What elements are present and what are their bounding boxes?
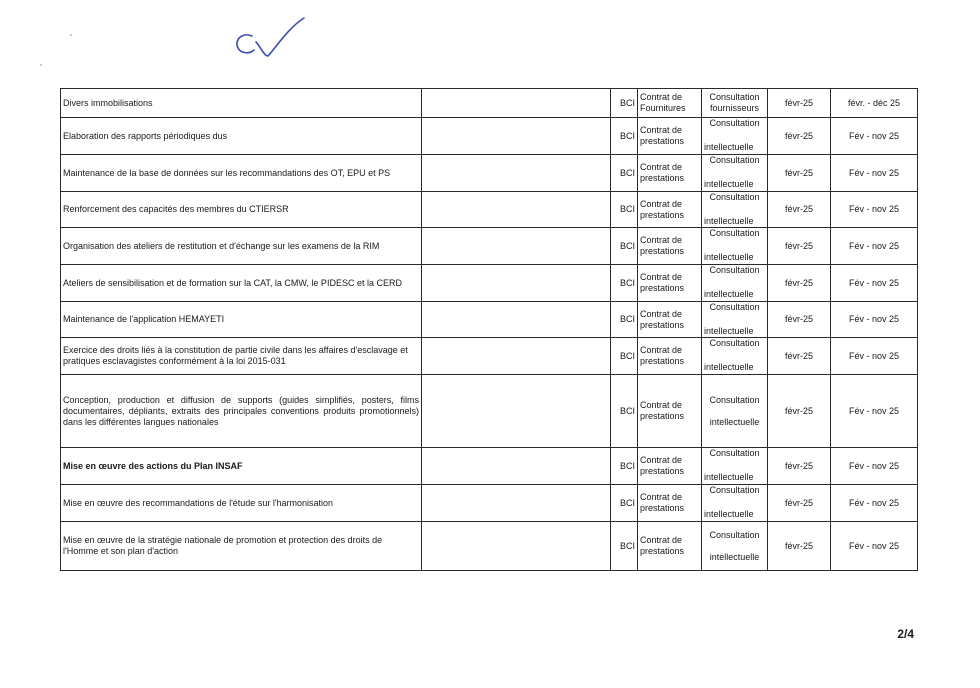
consultation-cell [702,375,768,448]
consultation-label: Consultation [709,155,760,165]
funding-source-cell: BCI [611,118,638,155]
contract-type-cell: Contrat de prestations [638,485,702,522]
procurement-table [60,88,918,571]
page-number: 2/4 [897,627,914,641]
empty-cell [422,118,611,155]
consultation-cell [702,265,768,302]
consultation-cell [702,89,768,118]
execution-period-cell: Fév - nov 25 [831,192,918,228]
consultation-label: Consultation [709,529,760,540]
launch-date-cell: févr-25 [768,485,831,522]
launch-date-cell: févr-25 [768,192,831,228]
consultation-type: intellectuelle [704,509,754,519]
empty-cell [422,265,611,302]
consultation-cell [702,228,768,265]
consultation-cell [702,192,768,228]
funding-source-cell: BCI [611,448,638,485]
table-row [61,375,918,448]
empty-cell [422,485,611,522]
consultation-label: Consultation [709,448,760,458]
activity-cell: Mise en œuvre de la stratégie nationale de promotion et protection des droits de l'Homme et son plan d'action [61,522,422,571]
activity-cell: Conception, production et diffusion de supports (guides simplifiés, posters, films documentaires, dépliants, extraits des principales conventions produits promotionnels) dans les différentes langues nationales [61,375,422,448]
contract-type-cell: Contrat de prestations [638,155,702,192]
funding-source-cell: BCI [611,338,638,375]
activity-cell: Organisation des ateliers de restitution et d'échange sur les examens de la RIM [61,228,422,265]
execution-period-cell: Fév - nov 25 [831,485,918,522]
consultation-label: Consultation [709,192,760,202]
consultation-type: intellectuelle [704,216,754,226]
execution-period-cell: Fév - nov 25 [831,522,918,571]
contract-type-cell: Contrat de prestations [638,338,702,375]
table-row [61,228,918,265]
launch-date-cell: févr-25 [768,265,831,302]
activity-cell: Maintenance de la base de données sur les recommandations des OT, EPU et PS [61,155,422,192]
execution-period-cell: Fév - nov 25 [831,338,918,375]
contract-type-cell: Contrat de prestations [638,375,702,448]
execution-period-cell: Fév - nov 25 [831,448,918,485]
contract-type-cell: Contrat de prestations [638,448,702,485]
execution-period-cell: Fév - nov 25 [831,118,918,155]
consultation-type: intellectuelle [704,326,754,336]
consultation-cell [702,485,768,522]
consultation-type: fournisseurs [709,103,760,113]
empty-cell [422,155,611,192]
table-row [61,338,918,375]
consultation-label: Consultation [709,302,760,312]
launch-date-cell: févr-25 [768,522,831,571]
funding-source-cell: BCI [611,155,638,192]
activity-cell: Exercice des droits liés à la constitution de partie civile dans les affaires d'esclavage et pratiques esclavagistes conformément à la loi 2015-031 [61,338,422,375]
table-row [61,448,918,485]
execution-period-cell: Fév - nov 25 [831,228,918,265]
contract-type-cell: Contrat de prestations [638,118,702,155]
launch-date-cell: févr-25 [768,228,831,265]
empty-cell [422,338,611,375]
consultation-type: intellectuelle [709,416,760,427]
table-row [61,265,918,302]
empty-cell [422,89,611,118]
consultation-label: Consultation [709,92,760,102]
activity-cell: Renforcement des capacités des membres du CTIERSR [61,192,422,228]
activity-cell: Elaboration des rapports périodiques dus [61,118,422,155]
contract-type-cell: Contrat de prestations [638,192,702,228]
consultation-cell [702,118,768,155]
execution-period-cell: Fév - nov 25 [831,302,918,338]
table-row [61,522,918,571]
execution-period-cell: Fév - nov 25 [831,375,918,448]
launch-date-cell: févr-25 [768,338,831,375]
contract-type-cell: Contrat de prestations [638,302,702,338]
contract-type-cell: Contrat de Fournitures [638,89,702,118]
launch-date-cell: févr-25 [768,375,831,448]
activity-cell: Divers immobilisations [61,89,422,118]
table-row [61,89,918,118]
consultation-type: intellectuelle [704,289,754,299]
empty-cell [422,448,611,485]
table-row [61,485,918,522]
launch-date-cell: févr-25 [768,448,831,485]
table-row [61,192,918,228]
handwritten-initials [228,14,308,62]
execution-period-cell: févr. - déc 25 [831,89,918,118]
consultation-label: Consultation [709,118,760,128]
consultation-label: Consultation [709,228,760,238]
consultation-cell [702,338,768,375]
consultation-label: Consultation [709,394,760,405]
launch-date-cell: févr-25 [768,155,831,192]
consultation-label: Consultation [709,338,760,348]
consultation-type: intellectuelle [704,472,754,482]
funding-source-cell: BCI [611,522,638,571]
scan-speck [70,34,72,36]
scan-speck [40,64,42,66]
contract-type-cell: Contrat de prestations [638,228,702,265]
activity-cell: Mise en œuvre des actions du Plan INSAF [61,448,422,485]
empty-cell [422,192,611,228]
consultation-type: intellectuelle [704,142,754,152]
consultation-cell [702,302,768,338]
execution-period-cell: Fév - nov 25 [831,265,918,302]
funding-source-cell: BCI [611,302,638,338]
execution-period-cell: Fév - nov 25 [831,155,918,192]
launch-date-cell: févr-25 [768,302,831,338]
contract-type-cell: Contrat de prestations [638,265,702,302]
consultation-label: Consultation [709,485,760,495]
contract-type-cell: Contrat de prestations [638,522,702,571]
funding-source-cell: BCI [611,485,638,522]
empty-cell [422,522,611,571]
funding-source-cell: BCI [611,192,638,228]
launch-date-cell: févr-25 [768,89,831,118]
funding-source-cell: BCI [611,375,638,448]
activity-cell: Ateliers de sensibilisation et de formation sur la CAT, la CMW, le PIDESC et la CERD [61,265,422,302]
table-row [61,155,918,192]
table-row [61,118,918,155]
consultation-type: intellectuelle [704,252,754,262]
activity-cell: Maintenance de l'application HEMAYETI [61,302,422,338]
table-row [61,302,918,338]
consultation-cell [702,448,768,485]
funding-source-cell: BCI [611,265,638,302]
empty-cell [422,302,611,338]
consultation-cell [702,155,768,192]
funding-source-cell: BCI [611,228,638,265]
empty-cell [422,228,611,265]
empty-cell [422,375,611,448]
consultation-type: intellectuelle [704,179,754,189]
consultation-label: Consultation [709,265,760,275]
funding-source-cell: BCI [611,89,638,118]
consultation-type: intellectuelle [709,551,760,562]
consultation-type: intellectuelle [704,362,754,372]
activity-cell: Mise en œuvre des recommandations de l'étude sur l'harmonisation [61,485,422,522]
table-body [61,89,918,571]
launch-date-cell: févr-25 [768,118,831,155]
consultation-cell [702,522,768,571]
